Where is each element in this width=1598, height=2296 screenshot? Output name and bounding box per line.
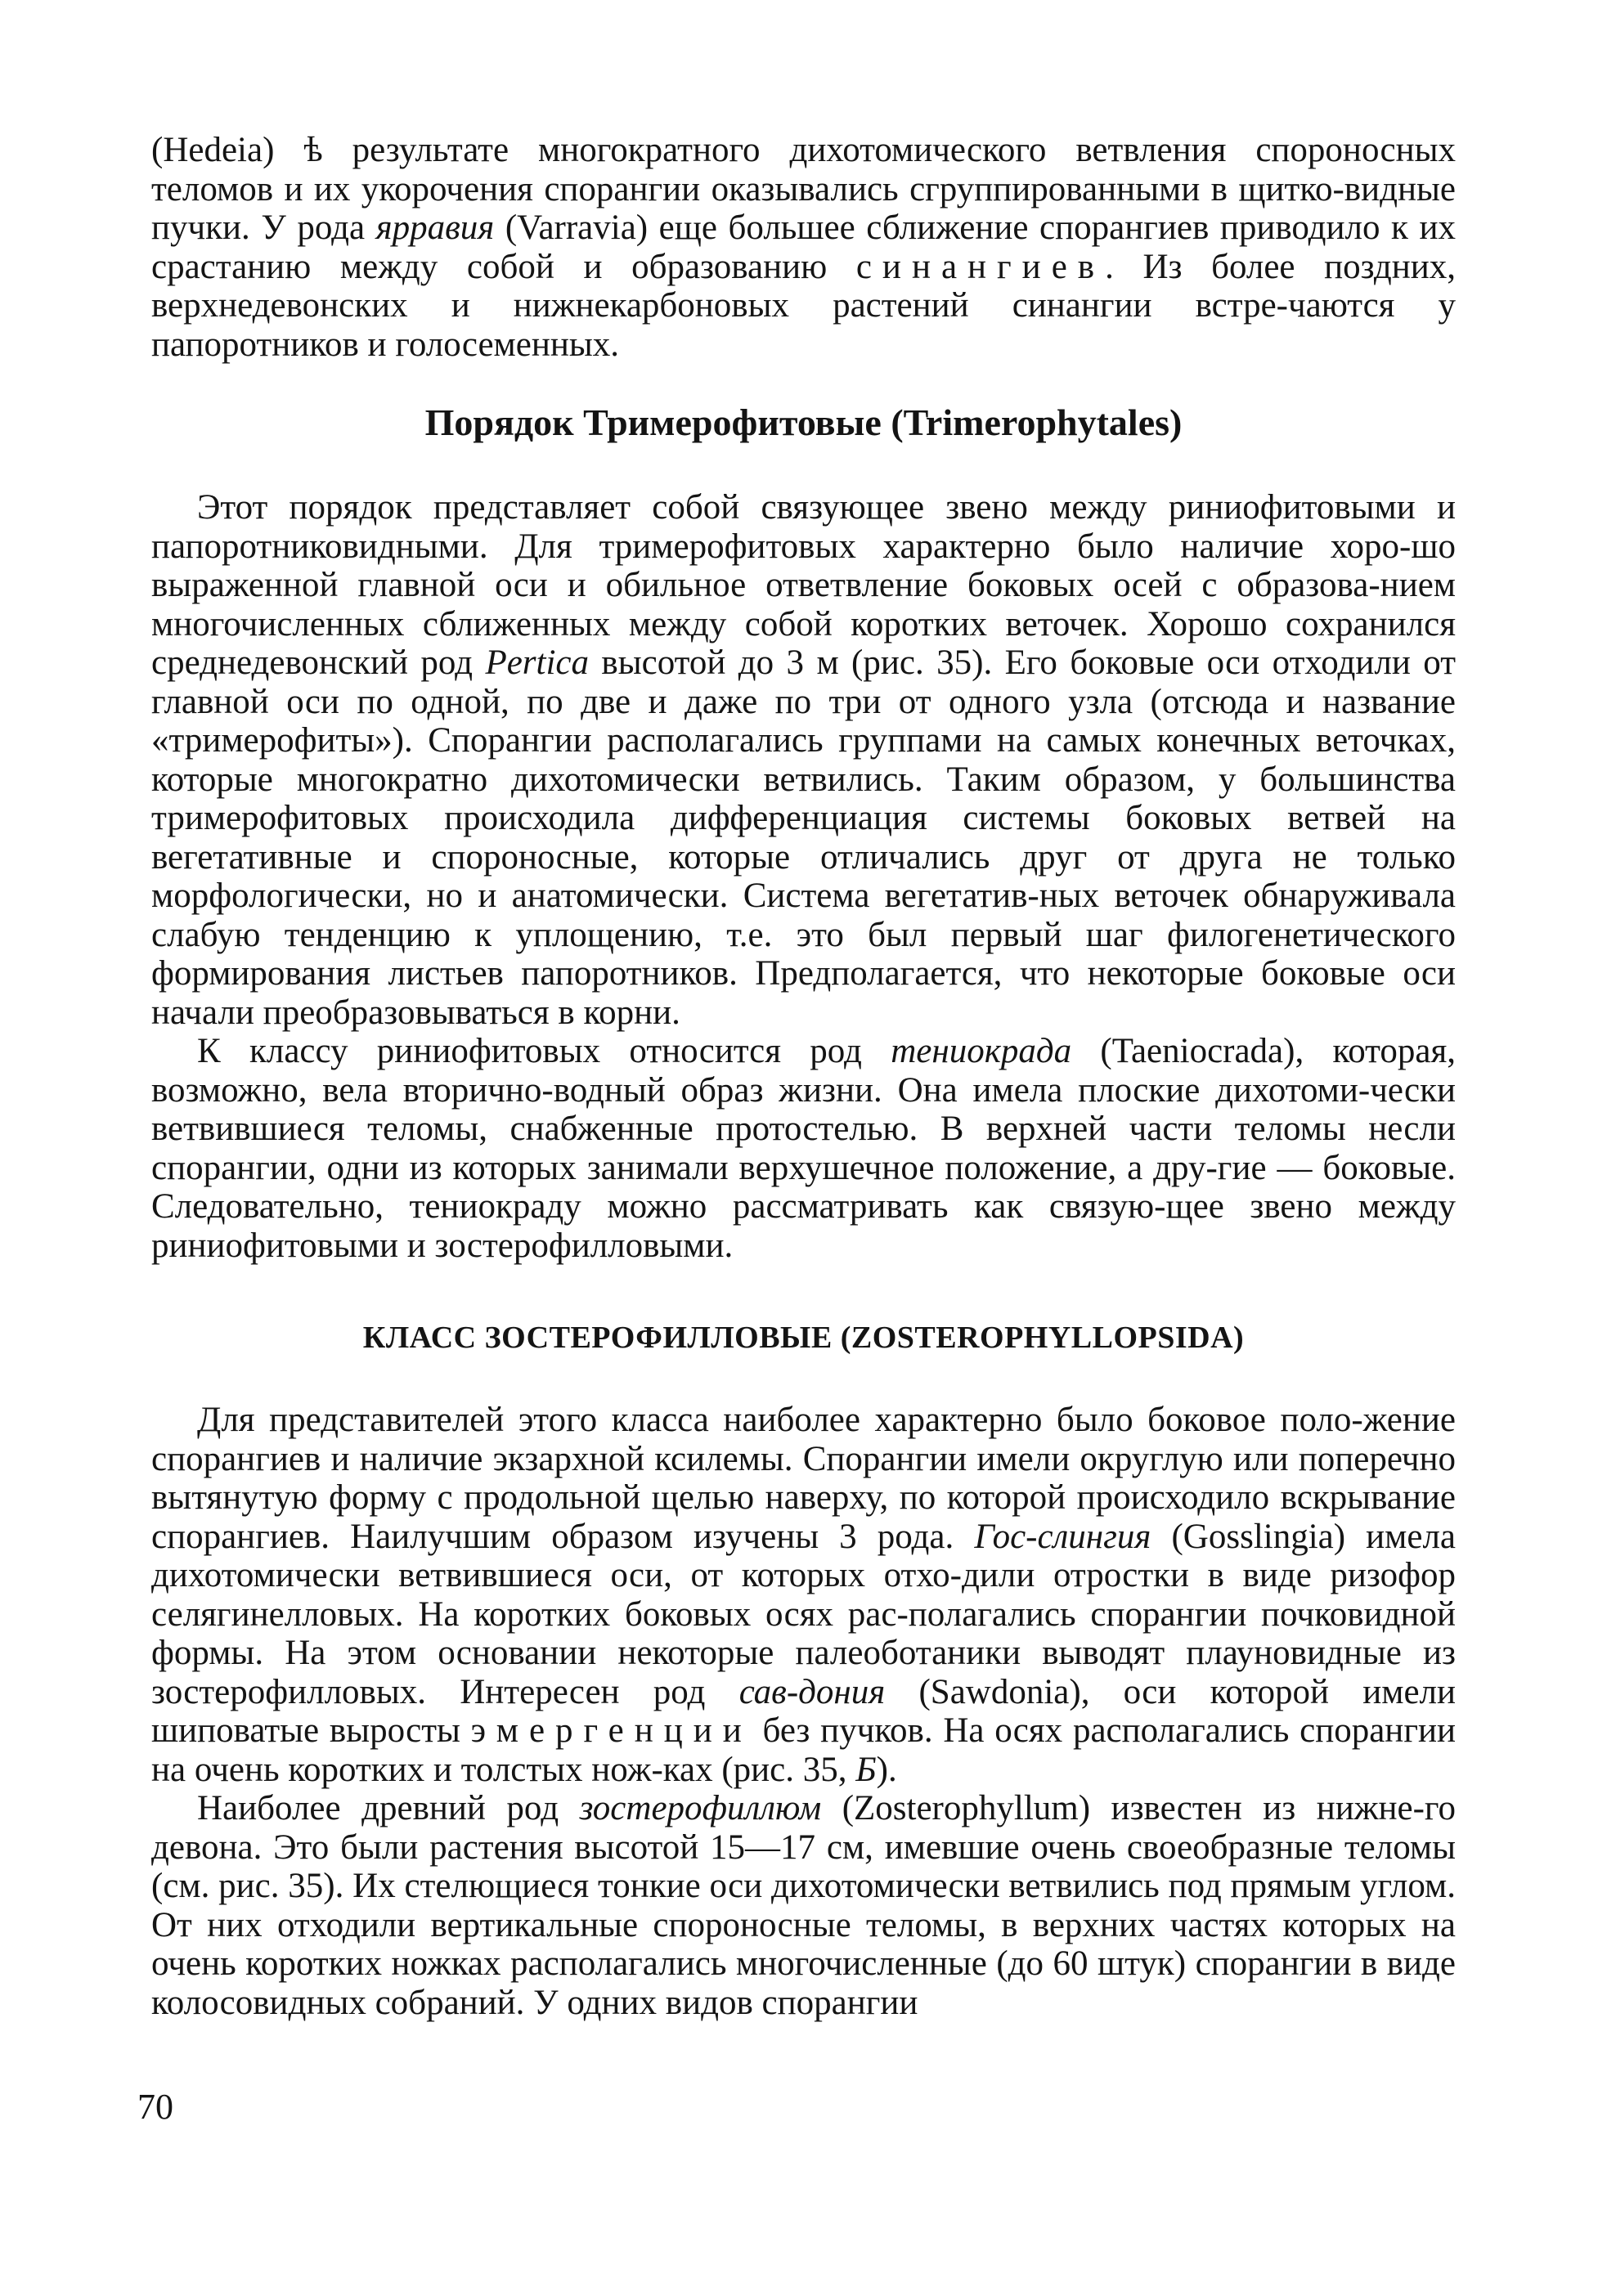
spaced-term: эмергенции <box>470 1711 752 1750</box>
italic-term: Pertica <box>485 644 590 682</box>
paragraph-hedeia <box>151 131 1456 364</box>
heading-class-zosterophyllopsida: КЛАСС ЗОСТЕРОФИЛЛОВЫЕ (ZOSTEROPHYLLOPSIDA) <box>362 1321 1245 1355</box>
paragraph-zosterophylls-intro <box>151 1401 1456 1789</box>
italic-term: Гос-слингия <box>974 1517 1151 1556</box>
italic-term: Б <box>855 1750 877 1789</box>
text-run: (Sawdonia), оси которой имели шиповатые выросты <box>151 1672 1456 1750</box>
italic-term: сав-дония <box>738 1672 886 1711</box>
text-run: Для представителей этого класса наиболее характерно было боковое поло-жение спорангиев и наличие экзархной ксилемы. Спорангии имели округлую или поперечно вытянутую форму с продольной щелью наверху, по которой происходило вскрывание спорангиев. Наилучшим образом изучены 3 рода. <box>151 1401 1456 1556</box>
italic-term: ярравия <box>375 209 495 247</box>
text-run: ). <box>876 1750 897 1789</box>
text-run: (Taeniocrada), которая, возможно, вела вторично-водный образ жизни. Она имела плоские дихотоми-чески ветвившиеся теломы, снабженные протостелью. В верхней части теломы несли спорангии, одни из которых занимали верхушечное положение, а дру-гие — боковые. Следовательно, тениокраду можно рассматривать как связую-щее звено между риниофитовыми и зостерофилловыми. <box>151 1032 1456 1265</box>
text-run: (Varravia) еще большее сближение спорангиев приводило к их срастанию между собой и образованию <box>151 209 1456 286</box>
text-run: без пучков. На осях располагались спорангии на очень коротких и толстых нож-ках (рис. 35, <box>151 1711 1456 1789</box>
italic-term: тениокрада <box>891 1032 1072 1070</box>
page-content <box>151 131 1456 2022</box>
paragraph-zosterophyllum <box>151 1789 1456 2022</box>
text-run: Наиболее древний род <box>197 1789 580 1827</box>
text-run: К классу риниофитовых относится род <box>197 1032 891 1070</box>
spaced-term: синангиев <box>855 247 1106 286</box>
text-run: (Zosterophyllum) известен из нижне-го девона. Это были растения высотой 15—17 см, имевшие очень своеобразные теломы (см. рис. 35). Их стелющиеся тонкие оси дихотомически ветвились под прямым углом. От них отходили вертикальные спороносные теломы, в верхних частях которых на очень коротких ножках располагались многочисленные (до 60 штук) спорангии в виде колосовидных собраний. У одних видов спорангии <box>151 1789 1456 2022</box>
paragraph-taeniocrada <box>151 1032 1456 1265</box>
text-run: (Hedeia) ѣ результате многократного дихотомического ветвления спороносных теломов и их укорочения спорангии оказывались сгруппированными в щитко-видные пучки. У рода <box>151 131 1456 247</box>
text-run: (Gosslingia) имела дихотомически ветвившиеся оси, от которых отхо-дили отростки в виде ризофор селягинелловых. На коротких боковых осях рас-полагались спорангии почковидной формы. На этом основании некоторые палеоботаники выводят плауновидные из зостерофилловых. Интересен род <box>151 1517 1457 1711</box>
text-run: . Из более поздних, верхнедевонских и нижнекарбоновых растений синангии встре-чаются у папоротников и голосеменных. <box>151 247 1456 364</box>
page-number: 70 <box>137 2087 173 2127</box>
text-run: Этот порядок представляет собой связующее звено между риниофитовыми и папоротниковидными. Для тримерофитовых характерно было наличие хоро-шо выраженной главной оси и обильное ответвление боковых осей с образова-нием многочисленных сближенных между собой коротких веточек. Хорошо сохранился среднедевонский род <box>151 488 1456 682</box>
paragraph-trimerophytes-intro <box>151 488 1456 1032</box>
heading-order-trimerophytales: Порядок Тримерофитовые (Trimerophytales) <box>424 401 1183 443</box>
italic-term: зостерофиллюм <box>579 1789 822 1827</box>
text-run: высотой до 3 м (рис. 35). Его боковые оси отходили от главной оси по одной, по две и даже по три от одного узла (отсюда и название «тримерофиты»). Спорангии располагались группами на самых конечных веточках, которые многократно дихотомически ветвились. Таким образом, у большинства тримерофитовых происходила дифференциация системы боковых ветвей на вегетативные и спороносные, которые отличались друг от друга не только морфологически, но и анатомически. Система вегетатив-ных веточек обнаруживала слабую тенденцию к уплощению, т.е. это был первый шаг филогенетического формирования листьев папоротников. Предполагается, что некоторые боковые оси начали преобразовываться в корни. <box>151 644 1456 1032</box>
